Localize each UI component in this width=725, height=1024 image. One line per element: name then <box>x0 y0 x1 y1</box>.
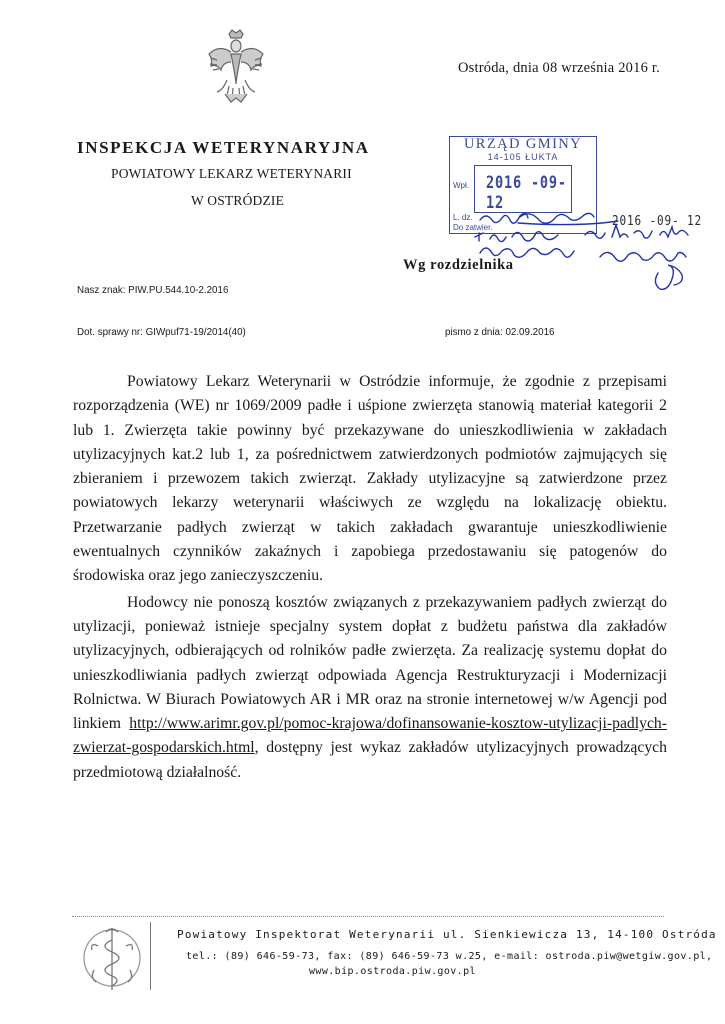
footer-contact: tel.: (89) 646-59-73, fax: (89) 646-59-73 w.25, e-mail: ostroda.piw@wetgiw.gov.pl, <box>186 951 713 962</box>
stamp-zatw-label: Do zatwier. <box>453 223 493 232</box>
stamp-title: URZĄD GMINY <box>463 136 583 152</box>
footer-separator <box>150 922 151 990</box>
our-reference: Nasz znak: PIW.PU.544.10-2.2016 <box>77 285 229 296</box>
institution-subtitle: POWIATOWY LEKARZ WETERYNARII <box>111 166 352 181</box>
eagle-emblem-icon <box>205 28 267 106</box>
letter-date-reference: pismo z dnia: 02.09.2016 <box>445 327 555 338</box>
letter-body <box>73 370 667 785</box>
case-reference: Dot. sprawy nr: GIWpuf71-19/2014(40) <box>77 327 246 338</box>
footer-divider <box>72 916 664 917</box>
veterinary-caduceus-icon <box>80 920 144 994</box>
stamp-received-date: 2016 -09- 12 <box>486 173 567 213</box>
stamp-postal: 14-105 ŁUKTA <box>487 152 559 162</box>
institution-location: W OSTRÓDZIE <box>191 193 285 208</box>
place-date: Ostróda, dnia 08 września 2016 r. <box>458 60 660 76</box>
arimr-link[interactable]: http://www.arimr.gov.pl/pomoc-krajowa/dofinansowanie-kosztow-utylizacji-padlych-zwierzat-gospodarskich.html <box>73 715 667 757</box>
paragraph-2-start: Hodowcy nie ponoszą kosztów związanych z przekazywaniem padłych zwierząt do utylizacji, ponieważ istnieje specjalny system dopłat z budżetu państwa dla zakładów utylizacyjnych, odbierających od rolników padłe zwierzęta. Za realizację systemu dopłat do unieszkodliwiania padłych zwierząt odpowiada Agencja Restrukturyzacji i Modernizacji Rolnictwa. W Biurach Powiatowych AR i MR oraz na stronie internetowej w/w Agencji pod linkiem <box>73 593 667 733</box>
handwritten-date: 2016 -09- 12 <box>612 214 703 229</box>
footer-website[interactable]: www.bip.ostroda.piw.gov.pl <box>309 966 476 977</box>
paragraph-2-end: , dostępny jest wykaz zakładów utylizacyjnych prowadzących przedmiotową działalność. <box>73 739 667 781</box>
institution-title: INSPEKCJA WETERYNARYJNA <box>77 138 370 157</box>
stamp-ldz-label: L. dz. <box>453 213 473 222</box>
distribution-note: Wg rozdzielnika <box>403 257 514 273</box>
footer-address: Powiatowy Inspektorat Weterynarii ul. Sienkiewicza 13, 14-100 Ostróda <box>177 928 717 941</box>
stamp-wpl-label: Wpł. <box>453 181 469 190</box>
handwritten-annotation-icon <box>400 175 725 305</box>
paragraph-2 <box>73 591 667 785</box>
paragraph-1: Powiatowy Lekarz Weterynarii w Ostródzie informuje, że zgodnie z przepisami rozporządzenia (WE) nr 1069/2009 padłe i uśpione zwierzęta stanowią materiał kategorii 2 lub 1. Zwierzęta takie powinny być przekazywane do unieszkodliwienia w zakładach utylizacyjnych kat.2 lub 1, za pośrednictwem zatwierdzonych podmiotów zajmujących się zbieraniem i przewozem takich zwierząt. Zakłady utylizacyjne są zatwierdzone przez powiatowych lekarzy weterynarii właściwych ze względu na lokalizację obiektu. Przetwarzanie padłych zwierząt w takich zakładach gwarantuje unieszkodliwienie ewentualnych czynników zakaźnych i zapobiega przedostawaniu się patogenów do środowiska oraz jego zanieczyszczeniu. <box>73 373 667 585</box>
